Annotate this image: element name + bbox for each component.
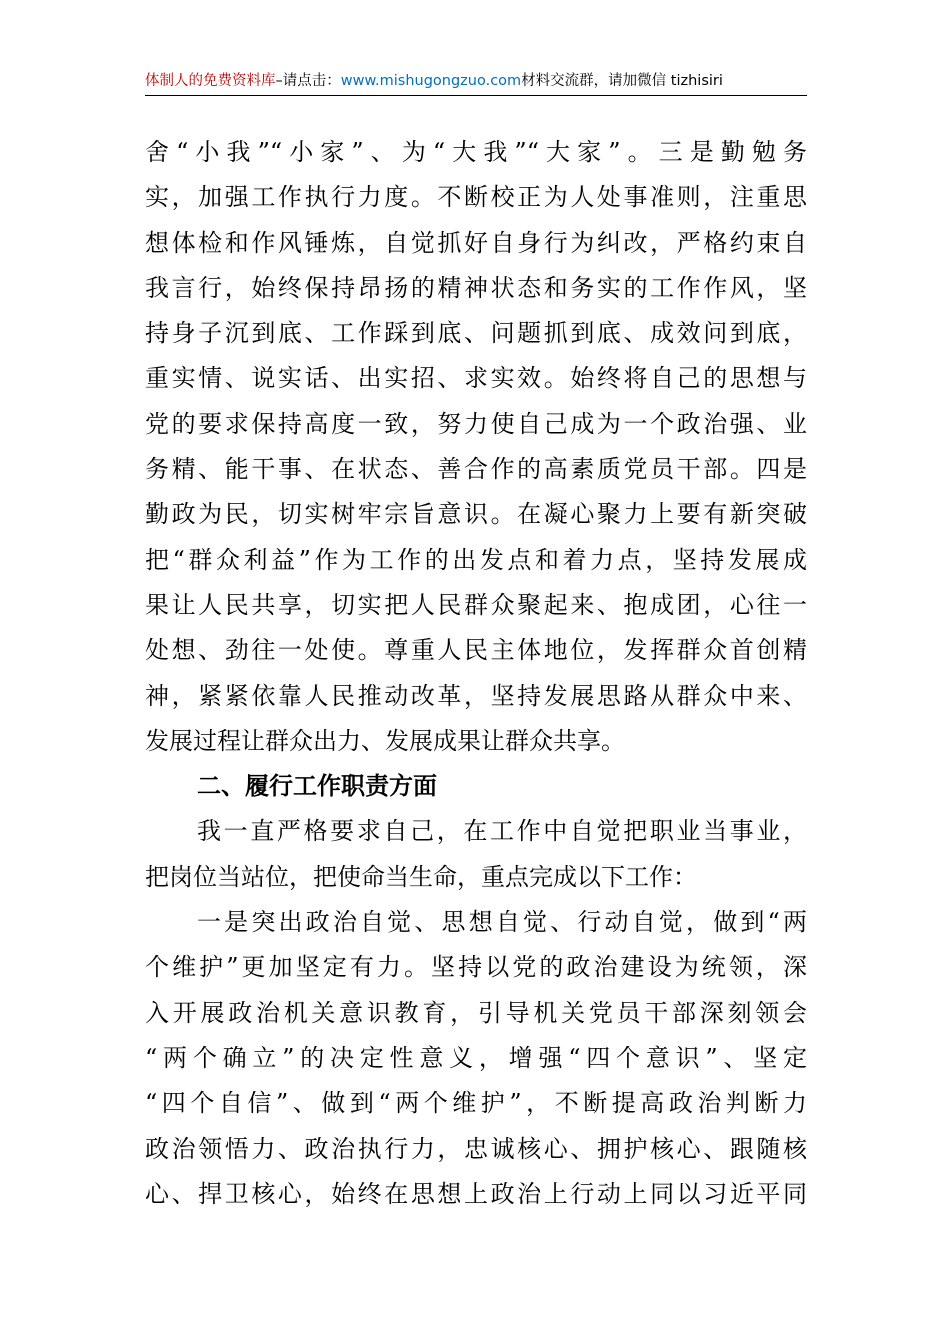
header-prompt: –请点击：	[275, 73, 341, 89]
body-text-line: 我言行，始终保持昂扬的精神状态和务实的工作作风，坚	[145, 273, 807, 302]
section-heading: 二、履行工作职责方面	[197, 772, 437, 801]
document-body	[145, 130, 807, 1217]
body-text-line: 持身子沉到底、工作踩到底、问题抓到底、成效问到底，	[145, 319, 807, 348]
body-text-line: “两个确立”的决定性意义，增强“四个意识”、坚定	[145, 1043, 807, 1072]
body-text-line: 党的要求保持高度一致，努力使自己成为一个政治强、业	[145, 409, 807, 438]
body-text-line: 我一直严格要求自己，在工作中自觉把职业当事业，	[197, 817, 807, 846]
body-text-line: 处想、劲往一处使。尊重人民主体地位，发挥群众首创精	[145, 636, 807, 665]
body-text-line: 把“群众利益”作为工作的出发点和着力点，坚持发展成	[145, 545, 807, 574]
page-header	[145, 68, 807, 94]
body-text-line: 把岗位当站位，把使命当生命，重点完成以下工作：	[145, 862, 697, 891]
body-text-line: 神，紧紧依靠人民推动改革，坚持发展思路从群众中来、	[145, 681, 807, 710]
body-text-line: 发展过程让群众出力、发展成果让群众共享。	[145, 726, 625, 755]
body-text-line: 果让人民共享，切实把人民群众聚起来、抱成团，心往一	[145, 590, 807, 619]
body-text-line: 入开展政治机关意识教育，引导机关党员干部深刻领会	[145, 998, 807, 1027]
body-text-line: 勤政为民，切实树牢宗旨意识。在凝心聚力上要有新突破	[145, 500, 807, 529]
body-text-line: “四个自信”、做到“两个维护”，不断提高政治判断力	[145, 1089, 807, 1118]
body-text-line: 个维护”更加坚定有力。坚持以党的政治建设为统领，深	[145, 953, 807, 982]
body-text-line: 重实情、说实话、出实招、求实效。始终将自己的思想与	[145, 364, 807, 393]
body-text-line: 一是突出政治自觉、思想自觉、行动自觉，做到“两	[197, 908, 807, 937]
header-contact-note: 材料交流群，请加微信 tizhisiri	[521, 73, 723, 89]
body-text-line: 实，加强工作执行力度。不断校正为人处事准则，注重思	[145, 183, 807, 212]
header-divider	[145, 95, 807, 96]
header-link[interactable]: www.mishugongzuo.com	[340, 73, 522, 89]
header-brand: 体制人的免费资料库	[145, 73, 276, 89]
body-text-line: 心、捍卫核心，始终在思想上政治上行动上同以习近平同	[145, 1179, 807, 1208]
body-text-line: 务精、能干事、在状态、善合作的高素质党员干部。四是	[145, 455, 807, 484]
body-text-line: 政治领悟力、政治执行力，忠诚核心、拥护核心、跟随核	[145, 1134, 807, 1163]
body-text-line: 想体检和作风锤炼，自觉抓好自身行为纠改，严格约束自	[145, 228, 807, 257]
body-text-line: 舍“小我”“小家”、为“大我”“大家”。三是勤勉务	[145, 138, 807, 166]
